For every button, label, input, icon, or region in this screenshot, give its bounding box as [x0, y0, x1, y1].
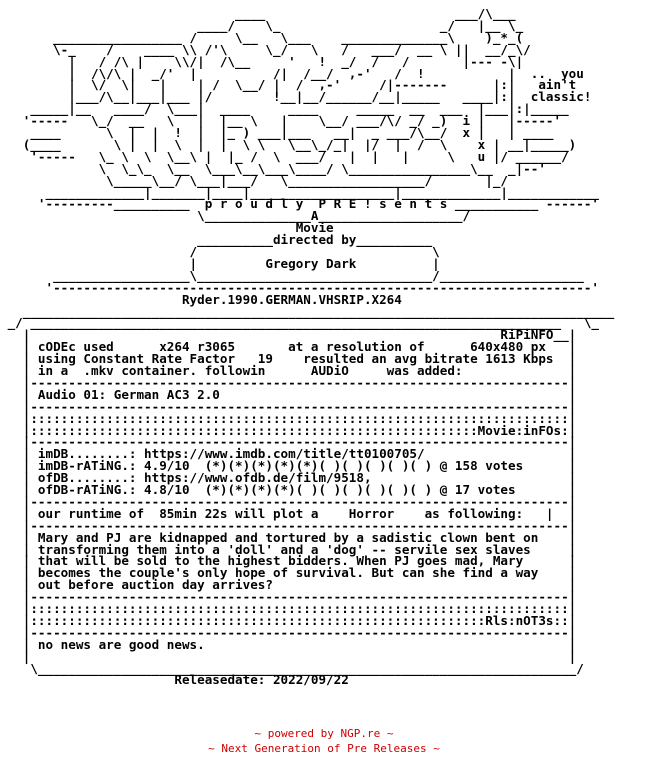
nfo-line: ____/ \_ _/ |__ \_: [0, 17, 524, 33]
nfo-line: _____________|_______|____|___________________|_____________|____________: [0, 184, 599, 200]
nfo-line: | in a .mkv container. followin AUDiO was added: |: [0, 363, 577, 378]
nfo-line: | Audio 01: German AC3 2.0 |: [0, 386, 577, 402]
nfo-line: __________directed by__________: [0, 232, 433, 248]
nfo-line: |-----------------------------------------------------------------------|: [0, 374, 577, 390]
nfo-line: / \: [0, 244, 440, 259]
nfo-line: |:::::::::::::::::::::::::::::::::::::::::::::::::::::::::::::::::::::::|: [0, 601, 577, 616]
nfo-line: \_____\__/ \___|___/ \__________________/ |_/: [0, 172, 508, 188]
nfo-line: | ofDB-rATiNG.: 4.8/10 (*)(*)(*)(*)( )( )( )( )( )( ) @ 17 votes |: [0, 482, 577, 497]
nfo-line: '---------__________ p r o u d l y P R E ! s e n t s ___________ ------': [0, 196, 599, 212]
nfo-line: | imDB........: https://www.imdb.com/title/tt0100705/ |: [0, 446, 577, 462]
nfo-line: | transforming them into a 'doll' and a 'dog' -- servile sex slaves |: [0, 541, 577, 557]
nfo-line: | /\/\ | _/' | /| /__/ ,-' / ! | .. you: [0, 65, 584, 81]
nfo-line: \ \_\_ \__ \___\__\___\____/ \________________\__ _|--': [0, 160, 546, 176]
nfo-line: |:::::::::::::::::::::::::::::::::::::::::::::::::::::::::::Movie:inFOs:|: [0, 422, 577, 438]
nfo-line: Ryder.1990.GERMAN.VHSRIP.X264: [0, 291, 402, 307]
nfo-line: |:::::::::::::::::::::::::::::::::::::::::::::::::::::::::::::::::::::::|: [0, 410, 577, 426]
nfo-line: | no news are good news. |: [0, 636, 577, 652]
footer: [0, 727, 648, 756]
nfo-line: | becomes the couple's only hope of survival. But can she find a way |: [0, 565, 577, 581]
nfo-line: | imDB-rATiNG.: 4.9/10 (*)(*)(*)(*)(*)( )( )( )( )( ) @ 158 votes |: [0, 458, 577, 474]
nfo-line: '----- \_ \ \ \__\ | |_ / \ ___/ | | | \ u |/ ______/: [0, 148, 569, 164]
nfo-line: | Mary and PJ are kidnapped and tortured by a sadistic clown bent on |: [0, 529, 577, 545]
nfo-line: (____ \ | | \ | | \ \ \__\_/_| |/ | / \ x | __|_____): [0, 136, 577, 152]
nfo-line: | Gregory Dark |: [0, 255, 440, 271]
nfo-line: |-----------------------------------------------------------------------|: [0, 589, 577, 605]
nfo-line: Movie: [0, 220, 334, 236]
nfo-line: __________________\_______________________________/___________________: [0, 267, 584, 283]
footer-tagline: ~ Next Generation of Pre Releases ~: [208, 741, 440, 755]
nfo-line: |-----------------------------------------------------------------------|: [0, 493, 577, 509]
nfo-line: | that will be sold to the highest bidders. When PJ goes mad, Mary |: [0, 553, 577, 569]
nfo-line: _________________ / \__ \___ ______________\ )_*_(: [0, 29, 524, 45]
nfo-line: | using Constant Rate Factor 19 resulted an avg bitrate 1613 Kbps |: [0, 351, 577, 367]
nfo-line: | ofDB........: https://www.ofdb.de/film/9518, |: [0, 470, 577, 486]
nfo-line: |::::::::::::::::::::::::::::::::::::::::::::::::::::::::::::Rls:nOT3s::|: [0, 612, 577, 628]
nfo-line: | cODEc used x264 r3065 at a resolution of 640x480 px |: [0, 339, 577, 355]
nfo-line: | |: [0, 648, 577, 664]
nfo-line: '----- \_/ __ \ | |__ \ | \__/ ___/\/ _/ _) i | |-----': [0, 113, 562, 129]
nfo-line: \_______________________________________________________________________/: [0, 660, 584, 676]
nfo-ascii-document: [0, 8, 648, 708]
nfo-line: '-----------------------------------------------------------------------': [0, 279, 599, 295]
nfo-line: |-----------------------------------------------------------------------|: [0, 517, 577, 533]
nfo-line: ____ \ | | ! | |_ ) ___|___ __| _ ___/\__/ x | | ____: [0, 125, 554, 140]
nfo-line: ______________________________________________________________________________: [0, 303, 615, 319]
footer-powered-by: ~ powered by NGP.re ~: [254, 727, 394, 740]
nfo-line: |-----------------------------------------------------------------------|: [0, 398, 577, 414]
nfo-line: | RiPiNFO__|: [0, 327, 577, 343]
nfo-line: Releasedate: 2022/09/22: [0, 672, 349, 688]
nfo-line: | our runtime of 85min 22s will plot a Horror as following: | |: [0, 505, 577, 521]
nfo-line: | / /\ | \\/| /\__ ' ! _/ / / |--- -\|: [0, 53, 524, 69]
nfo-line: _____|__ ____/ \___| ____ ____ _____ __ ___ |___|:|_____: [0, 101, 569, 117]
nfo-line: | \/ \| | | / \__/ | / ,-' /|------- |:| ain't: [0, 77, 577, 93]
nfo-line: \______________A___________________/: [0, 208, 471, 224]
nfo-line: |-----------------------------------------------------------------------|: [0, 624, 577, 640]
nfo-line: | out before auction day arrives? |: [0, 577, 577, 593]
nfo-line: |-----------------------------------------------------------------------|: [0, 434, 577, 450]
nfo-line: \-_ / ____ \\ /'\ \_/ \ / ___/ __ \ || __/_\/: [0, 41, 531, 57]
nfo-line: _/ ______________________________________________________________________ \_: [0, 315, 599, 331]
nfo-line: |___/\__|___|___ |/ !__|__/______/__|_____ ____|:| classic!: [0, 89, 592, 105]
nfo-line: ____ ___/\___: [0, 8, 516, 21]
